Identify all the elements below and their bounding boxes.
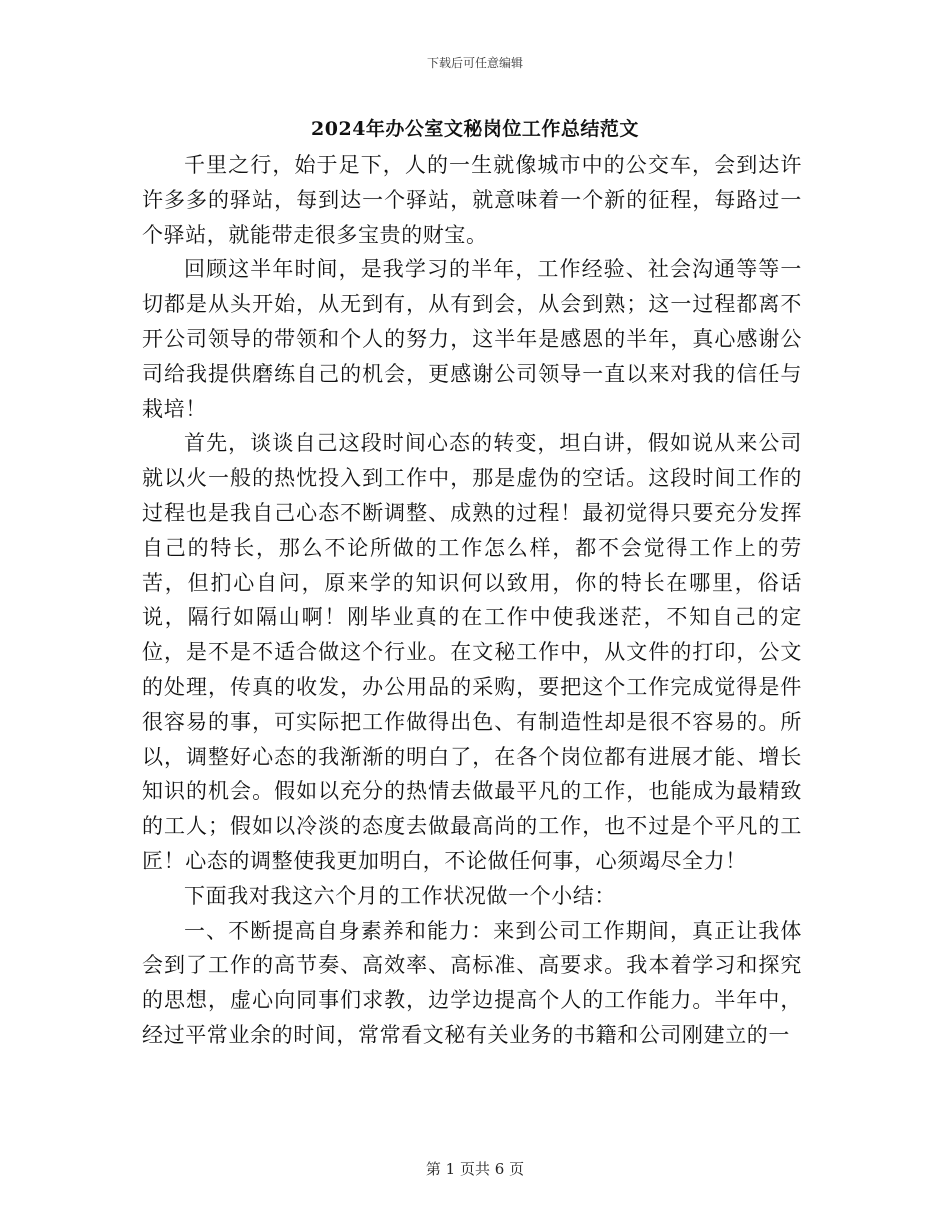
- paragraph-intro: 千里之行，始于足下，人的一生就像城市中的公交车，会到达许许多多的驿站，每到达一个驿站，就意味着一个新的征程，每路过一个驿站，就能带走很多宝贵的财宝。: [142, 153, 802, 247]
- paragraph-section-one: 一、不断提高自身素养和能力：来到公司工作期间，真正让我体会到了工作的高节奏、高效率、高标准、高要求。我本着学习和探究的思想，虚心向同事们求教，边学边提高个人的工作能力。半年中，经过平常业余的时间，常常看文秘有关业务的书籍和公司刚建立的一: [142, 918, 802, 1047]
- paragraph-mindset: 首先，谈谈自己这段时间心态的转变，坦白讲，假如说从来公司就以火一般的热忱投入到工作中，那是虚伪的空话。这段时间工作的过程也是我自己心态不断调整、成熟的过程！最初觉得只要充分发挥自己的特长，那么不论所做的工作怎么样，都不会觉得工作上的劳苦，但扪心自问，原来学的知识何以致用，你的特长在哪里，俗话说，隔行如隔山啊！刚毕业真的在工作中使我迷茫，不知自己的定位，是不是不适合做这个行业。在文秘工作中，从文件的打印，公文的处理，传真的收发，办公用品的采购，要把这个工作完成觉得是件很容易的事，可实际把工作做得出色、有制造性却是很不容易的。所以，调整好心态的我渐渐的明白了，在各个岗位都有进展才能、增长知识的机会。假如以充分的热情去做最平凡的工作，也能成为最精致的工人；假如以冷淡的态度去做最高尚的工作，也不过是个平凡的工匠！心态的调整使我更加明白，不论做任何事，心须竭尽全力！: [142, 431, 802, 873]
- paragraph-review: 回顾这半年时间，是我学习的半年，工作经验、社会沟通等等一切都是从头开始，从无到有，从有到会，从会到熟；这一过程都离不开公司领导的带领和个人的努力，这半年是感恩的半年，真心感谢公司给我提供磨练自己的机会，更感谢公司领导一直以来对我的信任与栽培！: [142, 257, 802, 421]
- document-body: [142, 148, 802, 1053]
- document-title: 2024年办公室文秘岗位工作总结范文: [311, 118, 639, 140]
- page-number-footer: 第 1 页共 6 页: [425, 1160, 525, 1178]
- page-header-note: 下载后可任意编辑: [426, 56, 523, 70]
- paragraph-summary-intro: 下面我对我这六个月的工作状况做一个小结：: [184, 883, 616, 908]
